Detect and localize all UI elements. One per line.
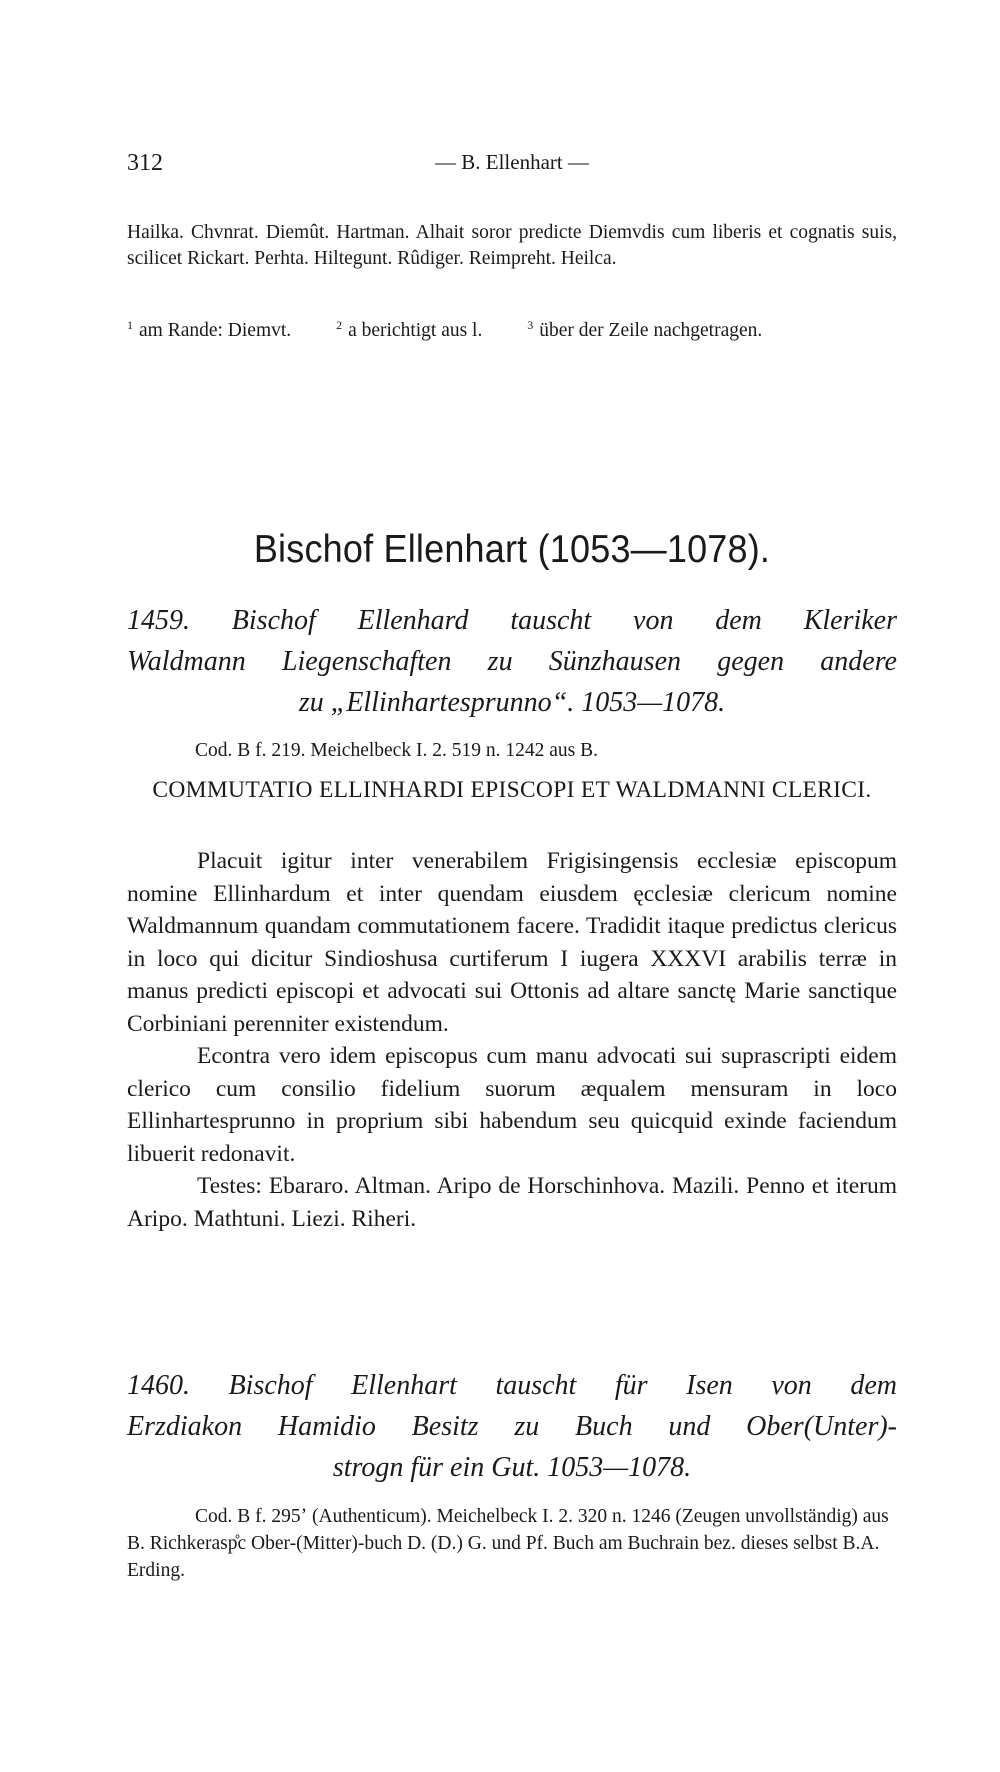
document-1459-source: Cod. B f. 219. Meichelbeck I. 2. 519 n. 1242 aus B. [195,740,598,761]
document-1460-source: Cod. B f. 295ʼ (Authenticum). Meichelbeck I. 2. 320 n. 1246 (Zeugen unvollständig) aus B. Richkerasp̊c Ober-(Mitter)-buch D. (D.) G. und Pf. Buch am Buchrain bez. dieses selbst B.A. Erding. [127,1506,889,1581]
heading-line: 1459. Bischof Ellenhard tauscht von dem Kleriker [127,605,897,636]
running-head: — B. Ellenhart — [435,150,589,174]
document-1459-latin-title: COMMUTATIO ELLINHARDI EPISCOPI ET WALDMANNI CLERICI. [152,777,872,803]
footnote [127,312,291,344]
footnote-mark: 1 [127,318,133,332]
previous-document-text: Hailka. Chvnrat. Diemût. Hartman. Alhait soror predicte Diemvdis cum liberis et cognatis suis, scilicet Rickart. Perhta. Hiltegunt. Rûdiger. Reimpreht. Heilca. [127,222,897,269]
heading-line: zu „Ellinhartesprunno“. 1053—1078. [298,687,726,718]
page-header [127,150,897,186]
page-number: 312 [127,150,163,176]
footnote [527,312,762,344]
witness-list: Testes: Ebararo. Altman. Aripo de Horschinhova. Mazili. Penno et iterum Aripo. Mathtuni. Liezi. Riheri. [127,1173,897,1232]
document-1459-heading [127,600,897,723]
footnote-mark: 3 [527,318,534,332]
footnote-text: a berichtigt aus l. [348,320,483,341]
document-1460-heading [127,1365,897,1488]
paragraph: Econtra vero idem episcopus cum manu advocati sui suprascripti eidem clerico cum consilio fidelium suorum æqualem mensuram in loco Ellinhartesprunno in proprium sibi habendum seu quicquid exinde faciendum libuerit redonavit. [127,1043,897,1167]
paragraph: Placuit igitur inter venerabilem Frigisingensis ecclesiæ episcopum nomine Ellinhardum et inter quendam eiusdem ęcclesiæ clericum nomine Waldmannum quandam commutationem facere. Tradidit itaque predictus clericus in loco qui dicitur Sindioshusa curtiferum I iugera XXXVI arabilis terræ in manus predicti episcopi et advocati sui Ottonis ad altare sanctę Marie sanctique Corbiniani perenniter existendum. [127,848,897,1037]
footnote-mark: 2 [336,318,343,332]
document-1459-text [127,845,897,1235]
section-title: Bischof Ellenhart (1053—1078). [253,526,771,571]
heading-line: 1460. Bischof Ellenhart tauscht für Isen von dem [127,1370,897,1401]
footnote-text: über der Zeile nachgetragen. [539,320,763,341]
heading-line: strogn für ein Gut. 1053—1078. [332,1452,692,1483]
footnotes [127,312,897,344]
footnote-text: am Rande: Diemvt. [139,320,292,341]
footnote [336,312,482,344]
heading-line: Waldmann Liegenschaften zu Sünzhausen gegen andere [127,646,897,677]
heading-line: Erzdiakon Hamidio Besitz zu Buch und Ober(Unter)- [127,1411,897,1442]
